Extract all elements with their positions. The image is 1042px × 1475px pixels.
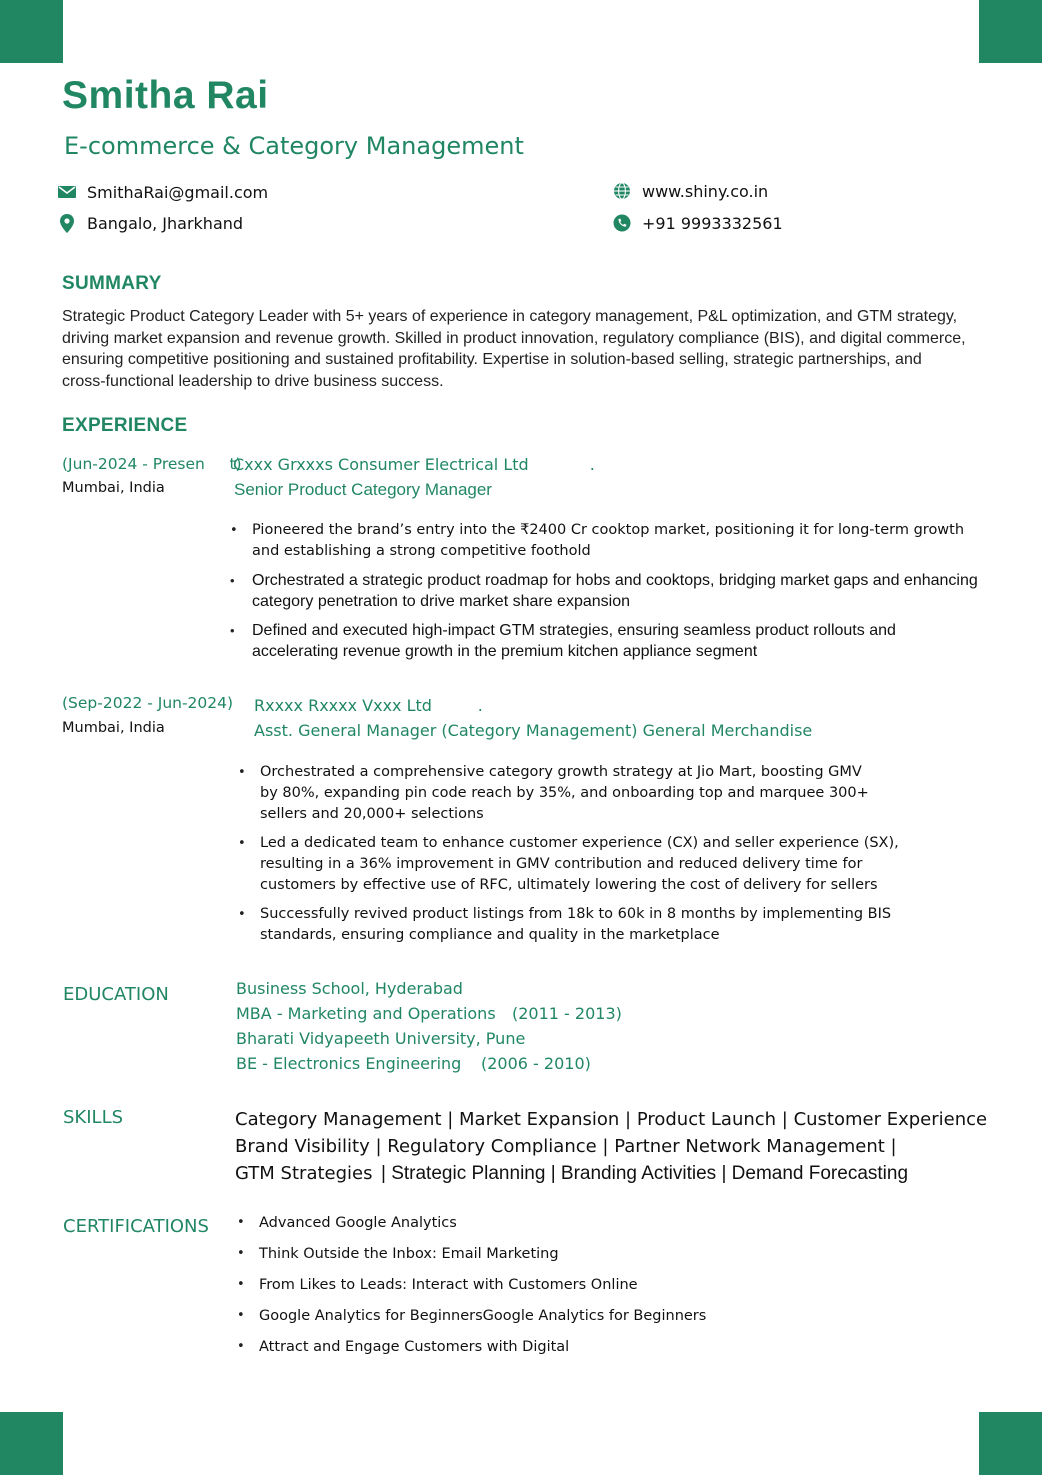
phone-icon: [612, 213, 632, 233]
certifications-heading: CERTIFICATIONS: [63, 1216, 209, 1237]
corner-block-top-left: [0, 0, 63, 63]
job-2-role: Asst. General Manager (Category Management) General Merchandise: [254, 721, 813, 740]
contact-phone[interactable]: [612, 213, 783, 233]
job-1-role: Senior Product Category Manager: [234, 480, 492, 499]
skills-list: [235, 1106, 987, 1187]
summary-heading: SUMMARY: [62, 273, 162, 294]
skills-line-1: Category Management | Market Expansion | Product Launch | Customer Experience: [235, 1109, 988, 1130]
job-2-dates: (Sep-2022 - Jun-2024): [62, 694, 234, 712]
list-item: • Defined and executed high-impact GTM strategies, ensuring seamless product rollouts and accelerating revenue growth in the premium kitchen appliance segment: [230, 620, 980, 662]
contact-email[interactable]: [57, 182, 268, 202]
location-text: Bangalo, Jharkhand: [87, 213, 244, 233]
certifications-list: [237, 1213, 837, 1368]
list-item: • Attract and Engage Customers with Digital: [237, 1337, 837, 1368]
skills-line-3: [235, 1160, 987, 1187]
skills-line-3-part-2: | Strategic Planning | Branding Activities | Demand Forecasting: [381, 1163, 909, 1184]
list-item: • Orchestrated a strategic product roadmap for hobs and cooktops, bridging market gaps and enhancing category penetration to drive market share expansion: [230, 570, 980, 612]
contact-website[interactable]: [612, 181, 768, 201]
summary-text: Strategic Product Category Leader with 5+ years of experience in category management, P&L optimization, and GTM strategy, driving market expansion and revenue growth. Skilled in product innovation, regulatory compliance (BIS), and digital commerce, ensuring competitive positioning and sustained profitability. Expertise in solution-based selling, strategic partnerships, and cross-functional leadership to drive business success.: [62, 308, 966, 390]
website-text: www.shiny.co.in: [642, 181, 769, 201]
contact-location: [57, 213, 243, 233]
list-item: • Orchestrated a comprehensive category growth strategy at Jio Mart, boosting GMV by 80%, expanding pin code reach by 35%, and onboarding top and marquee 300+ sellers and 20,000+ selections: [238, 762, 938, 825]
job-2-location: Mumbai, India: [62, 720, 165, 736]
list-item: • Successfully revived product listings from 18k to 60k in 8 months by implementing BIS standards, ensuring compliance and quality in the marketplace: [238, 904, 938, 946]
experience-heading: EXPERIENCE: [62, 415, 188, 436]
skills-heading: SKILLS: [63, 1107, 124, 1128]
skills-line-2: Brand Visibility | Regulatory Compliance | Partner Network Management |: [235, 1136, 897, 1157]
education-years-2: (2006 - 2010): [481, 1054, 591, 1073]
job-2-company: Rxxxx Rxxxx Vxxx Ltd .: [254, 696, 483, 715]
list-item: • Pioneered the brand’s entry into the ₹2400 Cr cooktop market, positioning it for long-term growth and establishing a strong competitive foothold: [230, 520, 980, 562]
education-degree-1: MBA - Marketing and Operations: [236, 1004, 496, 1023]
job-2-bullets: [238, 762, 938, 954]
phone-text: +91 9993332561: [642, 213, 783, 233]
skills-line-3-part-1: GTM Strategies: [235, 1163, 373, 1184]
list-item: • Google Analytics for BeginnersGoogle Analytics for Beginners: [237, 1306, 837, 1337]
education-years-1: (2011 - 2013): [512, 1004, 622, 1023]
list-item: • Think Outside the Inbox: Email Marketing: [237, 1244, 837, 1275]
list-item: • From Likes to Leads: Interact with Customers Online: [237, 1275, 837, 1306]
education-degree-2: BE - Electronics Engineering: [236, 1054, 462, 1073]
list-item: • Advanced Google Analytics: [237, 1213, 837, 1244]
job-1-bullets: [230, 520, 980, 670]
job-1-location: Mumbai, India: [62, 480, 165, 496]
candidate-title: E-commerce & Category Management: [64, 132, 524, 160]
email-text: SmithaRai@gmail.com: [87, 182, 269, 202]
job-1-company: Cxxx Grxxxs Consumer Electrical Ltd .: [233, 455, 595, 474]
education-school-1: Business School, Hyderabad: [236, 979, 463, 998]
corner-block-top-right: [979, 0, 1042, 63]
location-pin-icon: [57, 213, 77, 233]
corner-block-bottom-right: [979, 1412, 1042, 1475]
mail-icon: [57, 182, 77, 202]
list-item: • Led a dedicated team to enhance customer experience (CX) and seller experience (SX), resulting in a 36% improvement in GMV contribution and reduced delivery time for customers by effective use of RFC, ultimately lowering the cost of delivery for sellers: [238, 833, 938, 896]
corner-block-bottom-left: [0, 1412, 63, 1475]
globe-icon: [612, 181, 632, 201]
candidate-name: Smitha Rai: [62, 74, 269, 117]
education-school-2: Bharati Vidyapeeth University, Pune: [236, 1029, 526, 1048]
education-heading: EDUCATION: [63, 984, 169, 1005]
job-1-dates: (Jun-2024 - Presen t): [62, 455, 242, 473]
